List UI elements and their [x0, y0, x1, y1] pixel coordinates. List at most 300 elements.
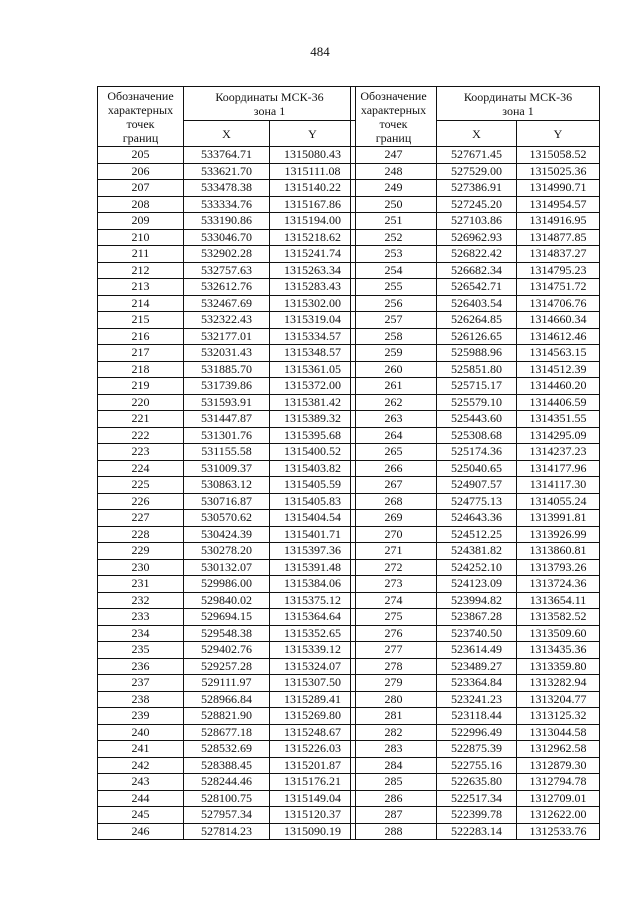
point-number-cell: 267	[351, 477, 437, 494]
x-coordinate-cell: 524252.10	[437, 559, 517, 576]
x-coordinate-cell: 528966.84	[184, 691, 270, 708]
y-coordinate-cell: 1313282.94	[517, 675, 600, 692]
x-coordinate-cell: 523118.44	[437, 708, 517, 725]
x-coordinate-cell: 530132.07	[184, 559, 270, 576]
y-coordinate-cell: 1313204.77	[517, 691, 600, 708]
point-number-cell: 280	[351, 691, 437, 708]
point-number-cell: 209	[98, 213, 184, 230]
x-coordinate-cell: 531885.70	[184, 361, 270, 378]
x-coordinate-cell: 525851.80	[437, 361, 517, 378]
point-number-cell: 225	[98, 477, 184, 494]
point-number-cell: 283	[351, 741, 437, 758]
table-row	[351, 559, 600, 576]
y-coordinate-cell: 1315384.06	[270, 576, 356, 593]
y-coordinate-cell: 1315120.37	[270, 807, 356, 824]
x-coordinate-cell: 524775.13	[437, 493, 517, 510]
x-coordinate-cell: 523994.82	[437, 592, 517, 609]
y-coordinate-cell: 1315176.21	[270, 774, 356, 791]
x-coordinate-cell: 528821.90	[184, 708, 270, 725]
y-coordinate-cell: 1315090.19	[270, 823, 356, 840]
designation-header: Обозначение характерных точек границ	[98, 87, 184, 147]
table-row	[351, 609, 600, 626]
point-number-cell: 270	[351, 526, 437, 543]
point-number-cell: 205	[98, 147, 184, 164]
table-row	[98, 361, 356, 378]
y-coordinate-cell: 1315248.67	[270, 724, 356, 741]
y-coordinate-cell: 1313044.58	[517, 724, 600, 741]
y-coordinate-cell: 1315324.07	[270, 658, 356, 675]
x-coordinate-cell: 533478.38	[184, 180, 270, 197]
table-row	[98, 658, 356, 675]
table-row	[98, 559, 356, 576]
x-coordinate-cell: 523867.28	[437, 609, 517, 626]
x-coordinate-cell: 531593.91	[184, 394, 270, 411]
table-row	[98, 460, 356, 477]
coordinates-table-right	[350, 86, 600, 840]
table-row	[351, 378, 600, 395]
point-number-cell: 211	[98, 246, 184, 263]
x-coordinate-cell: 530863.12	[184, 477, 270, 494]
table-row	[98, 691, 356, 708]
x-coordinate-cell: 526962.93	[437, 229, 517, 246]
y-coordinate-cell: 1315201.87	[270, 757, 356, 774]
y-coordinate-cell: 1314406.59	[517, 394, 600, 411]
y-coordinate-cell: 1315307.50	[270, 675, 356, 692]
table-row	[98, 444, 356, 461]
point-number-cell: 245	[98, 807, 184, 824]
coordinate-system-header: Координаты МСК-36 зона 1	[437, 87, 600, 121]
y-coordinate-cell: 1315334.57	[270, 328, 356, 345]
x-coordinate-cell: 526403.54	[437, 295, 517, 312]
designation-header: Обозначение характерных точек границ	[351, 87, 437, 147]
x-coordinate-cell: 527671.45	[437, 147, 517, 164]
y-coordinate-cell: 1315397.36	[270, 543, 356, 560]
y-coordinate-cell: 1313125.32	[517, 708, 600, 725]
x-coordinate-cell: 531009.37	[184, 460, 270, 477]
table-row	[351, 361, 600, 378]
table-row	[98, 741, 356, 758]
table-row	[351, 312, 600, 329]
x-coordinate-cell: 530716.87	[184, 493, 270, 510]
y-coordinate-cell: 1314706.76	[517, 295, 600, 312]
x-coordinate-cell: 529257.28	[184, 658, 270, 675]
x-coordinate-cell: 525174.36	[437, 444, 517, 461]
coordinates-table-left	[97, 86, 356, 840]
x-coordinate-cell: 533046.70	[184, 229, 270, 246]
x-coordinate-cell: 532757.63	[184, 262, 270, 279]
table-row	[98, 576, 356, 593]
table-row	[98, 328, 356, 345]
table-row	[98, 526, 356, 543]
x-coordinate-cell: 523364.84	[437, 675, 517, 692]
y-coordinate-cell: 1315140.22	[270, 180, 356, 197]
y-coordinate-cell: 1315395.68	[270, 427, 356, 444]
x-coordinate-cell: 529548.38	[184, 625, 270, 642]
y-coordinate-cell: 1315389.32	[270, 411, 356, 428]
table-row	[98, 196, 356, 213]
table-row	[98, 229, 356, 246]
table-row	[351, 526, 600, 543]
y-coordinate-cell: 1315167.86	[270, 196, 356, 213]
point-number-cell: 208	[98, 196, 184, 213]
table-row	[351, 213, 600, 230]
y-coordinate-cell: 1315391.48	[270, 559, 356, 576]
point-number-cell: 229	[98, 543, 184, 560]
point-number-cell: 256	[351, 295, 437, 312]
point-number-cell: 259	[351, 345, 437, 362]
x-coordinate-cell: 529694.15	[184, 609, 270, 626]
point-number-cell: 273	[351, 576, 437, 593]
point-number-cell: 220	[98, 394, 184, 411]
point-number-cell: 236	[98, 658, 184, 675]
y-coordinate-cell: 1314660.34	[517, 312, 600, 329]
point-number-cell: 251	[351, 213, 437, 230]
table-body	[351, 147, 600, 840]
point-number-cell: 258	[351, 328, 437, 345]
table-row	[98, 411, 356, 428]
x-coordinate-cell: 526542.71	[437, 279, 517, 296]
x-coordinate-cell: 528244.46	[184, 774, 270, 791]
point-number-cell: 215	[98, 312, 184, 329]
y-coordinate-cell: 1314351.55	[517, 411, 600, 428]
y-coordinate-cell: 1315405.59	[270, 477, 356, 494]
y-coordinate-cell: 1312879.30	[517, 757, 600, 774]
x-coordinate-cell: 531155.58	[184, 444, 270, 461]
table-row	[351, 460, 600, 477]
point-number-cell: 243	[98, 774, 184, 791]
y-coordinate-cell: 1313359.80	[517, 658, 600, 675]
table-row	[351, 708, 600, 725]
point-number-cell: 271	[351, 543, 437, 560]
y-coordinate-cell: 1315364.64	[270, 609, 356, 626]
table-row	[351, 477, 600, 494]
table-row	[351, 328, 600, 345]
x-coordinate-cell: 533621.70	[184, 163, 270, 180]
y-coordinate-cell: 1315348.57	[270, 345, 356, 362]
table-row	[351, 345, 600, 362]
y-coordinate-cell: 1315405.83	[270, 493, 356, 510]
point-number-cell: 265	[351, 444, 437, 461]
point-number-cell: 222	[98, 427, 184, 444]
point-number-cell: 288	[351, 823, 437, 840]
x-coordinate-cell: 529402.76	[184, 642, 270, 659]
y-coordinate-cell: 1315226.03	[270, 741, 356, 758]
x-coordinate-cell: 523241.23	[437, 691, 517, 708]
point-number-cell: 234	[98, 625, 184, 642]
table-row	[351, 576, 600, 593]
y-coordinate-cell: 1315025.36	[517, 163, 600, 180]
page-number: 484	[310, 44, 330, 59]
y-coordinate-cell: 1315339.12	[270, 642, 356, 659]
y-coordinate-cell: 1314177.96	[517, 460, 600, 477]
table-row	[98, 246, 356, 263]
x-coordinate-cell: 522517.34	[437, 790, 517, 807]
point-number-cell: 223	[98, 444, 184, 461]
point-number-cell: 227	[98, 510, 184, 527]
x-coordinate-cell: 526822.42	[437, 246, 517, 263]
point-number-cell: 226	[98, 493, 184, 510]
x-coordinate-cell: 522283.14	[437, 823, 517, 840]
x-coordinate-cell: 524381.82	[437, 543, 517, 560]
point-number-cell: 253	[351, 246, 437, 263]
y-coordinate-cell: 1314612.46	[517, 328, 600, 345]
y-coordinate-cell: 1315400.52	[270, 444, 356, 461]
x-coordinate-cell: 532322.43	[184, 312, 270, 329]
table-row	[351, 262, 600, 279]
table-row	[351, 741, 600, 758]
point-number-cell: 284	[351, 757, 437, 774]
y-coordinate-cell: 1314237.23	[517, 444, 600, 461]
point-number-cell: 254	[351, 262, 437, 279]
point-number-cell: 255	[351, 279, 437, 296]
y-coordinate-cell: 1314055.24	[517, 493, 600, 510]
y-coordinate-cell: 1313435.36	[517, 642, 600, 659]
table-row	[351, 691, 600, 708]
y-coordinate-cell: 1313724.36	[517, 576, 600, 593]
table-row	[351, 543, 600, 560]
x-coordinate-cell: 527957.34	[184, 807, 270, 824]
point-number-cell: 282	[351, 724, 437, 741]
x-coordinate-cell: 528388.45	[184, 757, 270, 774]
x-coordinate-cell: 528677.18	[184, 724, 270, 741]
x-coordinate-cell: 522635.80	[437, 774, 517, 791]
table-row	[98, 757, 356, 774]
y-coordinate-cell: 1315352.65	[270, 625, 356, 642]
x-coordinate-cell: 525988.96	[437, 345, 517, 362]
point-number-cell: 275	[351, 609, 437, 626]
table-row	[351, 196, 600, 213]
table-row	[98, 708, 356, 725]
table-row	[351, 411, 600, 428]
x-coordinate-cell: 532177.01	[184, 328, 270, 345]
table-row	[98, 592, 356, 609]
x-coordinate-cell: 533334.76	[184, 196, 270, 213]
y-coordinate-cell: 1315401.71	[270, 526, 356, 543]
table-row	[351, 163, 600, 180]
y-coordinate-cell: 1315289.41	[270, 691, 356, 708]
y-coordinate-cell: 1312622.00	[517, 807, 600, 824]
point-number-cell: 269	[351, 510, 437, 527]
table-row	[98, 312, 356, 329]
x-coordinate-cell: 529986.00	[184, 576, 270, 593]
table-row	[351, 493, 600, 510]
table-row	[351, 229, 600, 246]
table-row	[98, 427, 356, 444]
x-coordinate-cell: 531739.86	[184, 378, 270, 395]
table-row	[98, 543, 356, 560]
point-number-cell: 287	[351, 807, 437, 824]
x-coordinate-cell: 529111.97	[184, 675, 270, 692]
x-coordinate-cell: 522996.49	[437, 724, 517, 741]
x-coordinate-cell: 526264.85	[437, 312, 517, 329]
table-row	[98, 510, 356, 527]
y-coordinate-cell: 1314990.71	[517, 180, 600, 197]
table-row	[98, 262, 356, 279]
y-coordinate-cell: 1314954.57	[517, 196, 600, 213]
table-row	[351, 394, 600, 411]
table-row	[351, 757, 600, 774]
y-coordinate-cell: 1314460.20	[517, 378, 600, 395]
table-row	[98, 807, 356, 824]
y-coordinate-cell: 1315375.12	[270, 592, 356, 609]
table-row	[98, 394, 356, 411]
x-coordinate-cell: 526126.65	[437, 328, 517, 345]
point-number-cell: 266	[351, 460, 437, 477]
point-number-cell: 246	[98, 823, 184, 840]
y-coordinate-cell: 1315269.80	[270, 708, 356, 725]
table-row	[98, 774, 356, 791]
point-number-cell: 268	[351, 493, 437, 510]
y-coordinate-cell: 1313793.26	[517, 559, 600, 576]
point-number-cell: 221	[98, 411, 184, 428]
point-number-cell: 219	[98, 378, 184, 395]
point-number-cell: 247	[351, 147, 437, 164]
x-coordinate-cell: 523740.50	[437, 625, 517, 642]
x-coordinate-cell: 531301.76	[184, 427, 270, 444]
point-number-cell: 230	[98, 559, 184, 576]
x-coordinate-cell: 523614.49	[437, 642, 517, 659]
y-coordinate-cell: 1315058.52	[517, 147, 600, 164]
table-row	[98, 625, 356, 642]
x-coordinate-cell: 527103.86	[437, 213, 517, 230]
x-coordinate-cell: 527386.91	[437, 180, 517, 197]
x-coordinate-cell: 527245.20	[437, 196, 517, 213]
x-coordinate-cell: 528100.75	[184, 790, 270, 807]
point-number-cell: 241	[98, 741, 184, 758]
table-row	[351, 147, 600, 164]
table-row	[351, 823, 600, 840]
y-coordinate-cell: 1315218.62	[270, 229, 356, 246]
point-number-cell: 286	[351, 790, 437, 807]
table-row	[98, 790, 356, 807]
table-row	[98, 163, 356, 180]
y-coordinate-cell: 1314512.39	[517, 361, 600, 378]
point-number-cell: 237	[98, 675, 184, 692]
x-coordinate-cell: 525308.68	[437, 427, 517, 444]
x-coordinate-cell: 530570.62	[184, 510, 270, 527]
y-coordinate-cell: 1315361.05	[270, 361, 356, 378]
y-coordinate-cell: 1313991.81	[517, 510, 600, 527]
point-number-cell: 250	[351, 196, 437, 213]
y-coordinate-cell: 1312709.01	[517, 790, 600, 807]
table-row	[351, 279, 600, 296]
table-row	[351, 774, 600, 791]
table-row	[351, 625, 600, 642]
table-row	[98, 823, 356, 840]
table-row	[351, 592, 600, 609]
y-coordinate-cell: 1314916.95	[517, 213, 600, 230]
point-number-cell: 264	[351, 427, 437, 444]
point-number-cell: 239	[98, 708, 184, 725]
table-row	[98, 180, 356, 197]
point-number-cell: 260	[351, 361, 437, 378]
y-coordinate-cell: 1315263.34	[270, 262, 356, 279]
y-coordinate-cell: 1314751.72	[517, 279, 600, 296]
table-row	[351, 510, 600, 527]
point-number-cell: 214	[98, 295, 184, 312]
x-coordinate-cell: 525579.10	[437, 394, 517, 411]
point-number-cell: 279	[351, 675, 437, 692]
y-coordinate-cell: 1313926.99	[517, 526, 600, 543]
table-row	[98, 675, 356, 692]
x-coordinate-cell: 524512.25	[437, 526, 517, 543]
y-coordinate-cell: 1314117.30	[517, 477, 600, 494]
table-row	[351, 180, 600, 197]
x-coordinate-cell: 525040.65	[437, 460, 517, 477]
table-row	[351, 675, 600, 692]
point-number-cell: 242	[98, 757, 184, 774]
table-row	[98, 213, 356, 230]
table-row	[351, 427, 600, 444]
y-coordinate-cell: 1315241.74	[270, 246, 356, 263]
point-number-cell: 278	[351, 658, 437, 675]
x-coordinate-cell: 530278.20	[184, 543, 270, 560]
point-number-cell: 277	[351, 642, 437, 659]
table-row	[351, 807, 600, 824]
y-coordinate-cell: 1313509.60	[517, 625, 600, 642]
y-coordinate-cell: 1315319.04	[270, 312, 356, 329]
table-body	[98, 147, 356, 840]
x-coordinate-cell: 522875.39	[437, 741, 517, 758]
table-row	[351, 642, 600, 659]
table-row	[351, 295, 600, 312]
y-coordinate-cell: 1315149.04	[270, 790, 356, 807]
y-coordinate-cell: 1313654.11	[517, 592, 600, 609]
x-coordinate-cell: 532902.28	[184, 246, 270, 263]
point-number-cell: 274	[351, 592, 437, 609]
x-coordinate-cell: 533764.71	[184, 147, 270, 164]
coordinate-system-header: Координаты МСК-36 зона 1	[184, 87, 356, 121]
x-coordinate-cell: 530424.39	[184, 526, 270, 543]
point-number-cell: 249	[351, 180, 437, 197]
x-coordinate-cell: 522755.16	[437, 757, 517, 774]
y-coordinate-cell: 1314877.85	[517, 229, 600, 246]
point-number-cell: 213	[98, 279, 184, 296]
point-number-cell: 248	[351, 163, 437, 180]
x-header: X	[184, 121, 270, 147]
table-row	[98, 609, 356, 626]
x-coordinate-cell: 529840.02	[184, 592, 270, 609]
table-row	[351, 658, 600, 675]
x-coordinate-cell: 522399.78	[437, 807, 517, 824]
point-number-cell: 228	[98, 526, 184, 543]
point-number-cell: 206	[98, 163, 184, 180]
y-coordinate-cell: 1315403.82	[270, 460, 356, 477]
y-header: Y	[270, 121, 356, 147]
x-coordinate-cell: 525715.17	[437, 378, 517, 395]
point-number-cell: 238	[98, 691, 184, 708]
y-coordinate-cell: 1315372.00	[270, 378, 356, 395]
point-number-cell: 257	[351, 312, 437, 329]
table-row	[98, 295, 356, 312]
point-number-cell: 207	[98, 180, 184, 197]
y-coordinate-cell: 1315194.00	[270, 213, 356, 230]
y-header: Y	[517, 121, 600, 147]
point-number-cell: 216	[98, 328, 184, 345]
x-coordinate-cell: 523489.27	[437, 658, 517, 675]
point-number-cell: 276	[351, 625, 437, 642]
y-coordinate-cell: 1312962.58	[517, 741, 600, 758]
y-coordinate-cell: 1314837.27	[517, 246, 600, 263]
point-number-cell: 210	[98, 229, 184, 246]
x-coordinate-cell: 524907.57	[437, 477, 517, 494]
x-coordinate-cell: 527529.00	[437, 163, 517, 180]
x-coordinate-cell: 531447.87	[184, 411, 270, 428]
point-number-cell: 218	[98, 361, 184, 378]
y-coordinate-cell: 1314563.15	[517, 345, 600, 362]
point-number-cell: 252	[351, 229, 437, 246]
y-coordinate-cell: 1314795.23	[517, 262, 600, 279]
